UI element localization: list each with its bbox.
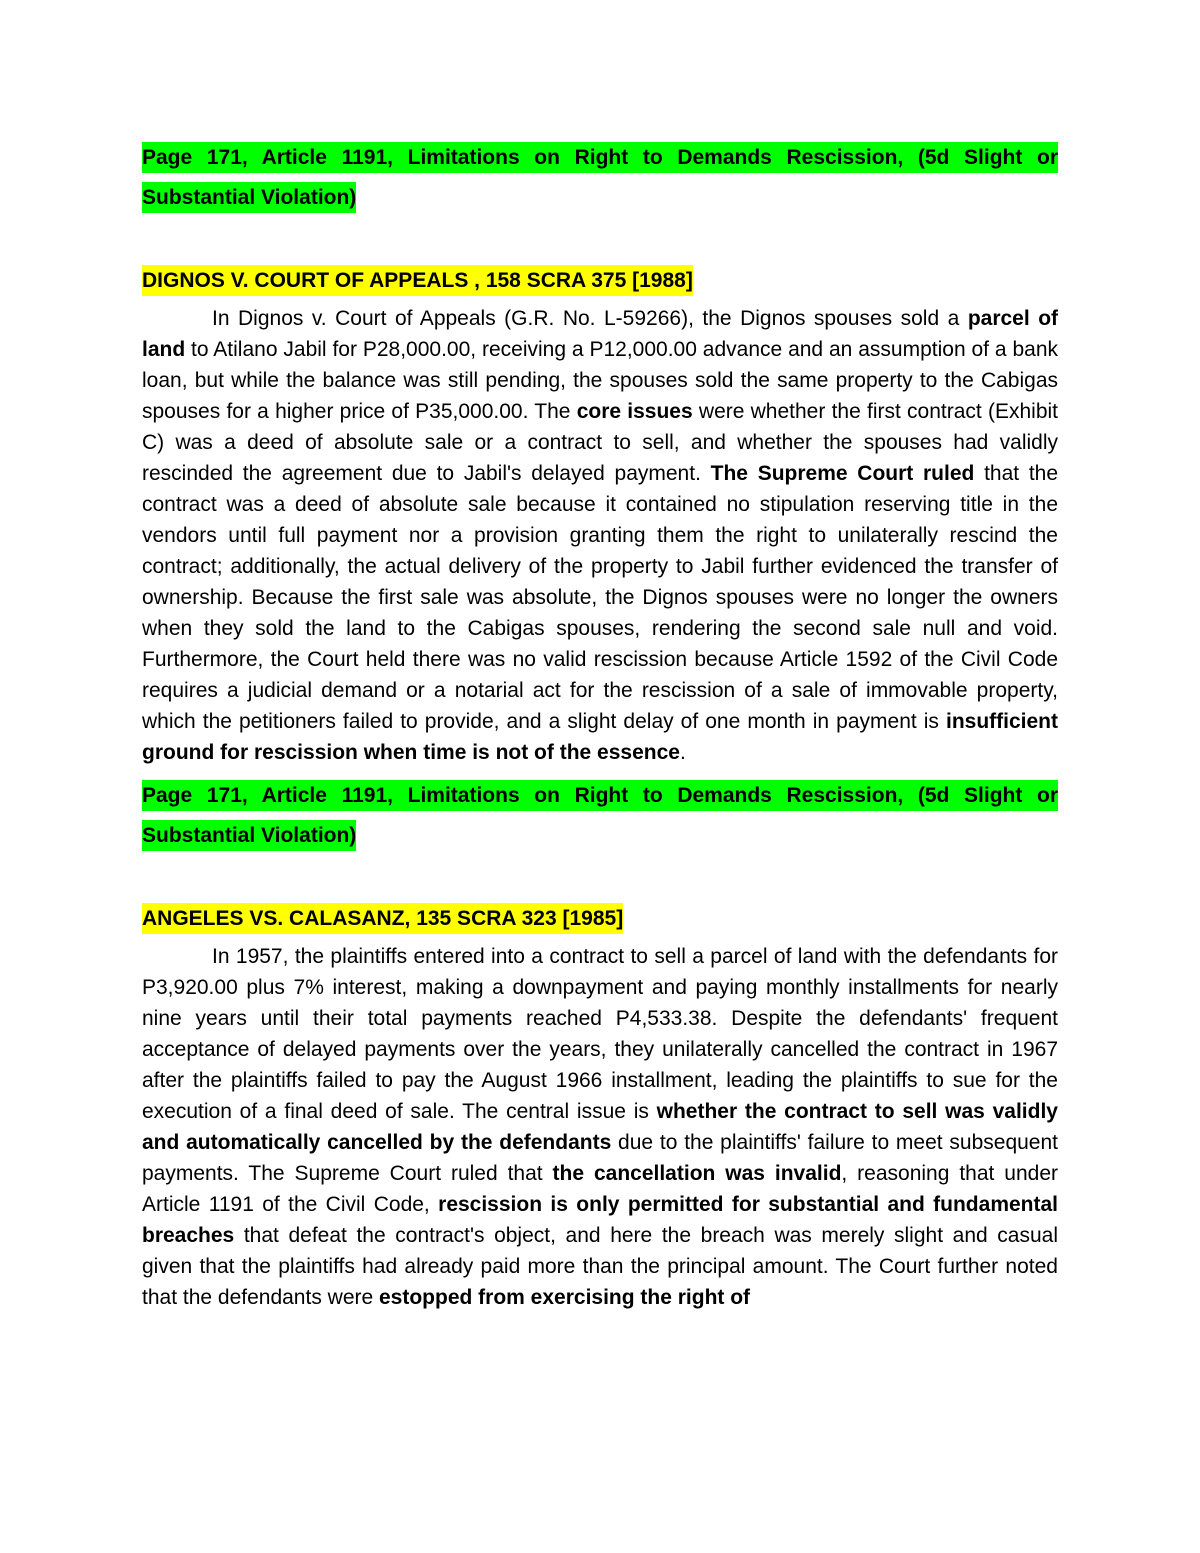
bold-run: rescission is only permitted for substantial and fundamental breaches bbox=[142, 1193, 1059, 1247]
case-heading-angeles-text: ANGELES VS. CALASANZ, 135 SCRA 323 [1985] bbox=[142, 903, 623, 934]
text-run: were whether the first contract (Exhibit C) was a deed of absolute sale or a contract to sell, and whether the spouses had validly rescinded the agreement due to Jabil's delayed payment. bbox=[142, 400, 1058, 485]
text-run: In 1957, the plaintiffs entered into a contract to sell a parcel of land with the defendants for P3,920.00 plus 7% interest, making a downpayment and paying monthly installments for nearly nine years until their total payments reached P4,533.38. Despite the defendants' frequent acceptance of delayed payments over the years, they unilaterally cancelled the contract in 1967 after the plaintiffs failed to pay the August 1966 installment, leading the plaintiffs to sue for the execution of a final deed of sale. The central issue is bbox=[142, 945, 1058, 1123]
text-run: due to the plaintiffs' failure to meet subsequent payments. The Supreme Court ruled that bbox=[142, 1131, 1059, 1185]
case-heading-dignos-text: DIGNOS V. COURT OF APPEALS , 158 SCRA 375 [1988] bbox=[142, 265, 693, 296]
text-run: to Atilano Jabil for P28,000.00, receiving a P12,000.00 advance and an assumption of a bank loan, but while the balance was still pending, the spouses sold the same property to the Cabigas spouses for a higher price of P35,000.00. The bbox=[142, 338, 1058, 423]
case-summary-angeles bbox=[142, 941, 1058, 1313]
text-run: . bbox=[679, 741, 686, 764]
article-heading-1 bbox=[142, 138, 1058, 218]
bold-run: The Supreme Court ruled bbox=[710, 462, 975, 485]
bold-run: estopped from exercising the right of bbox=[379, 1286, 751, 1309]
text-run: In Dignos v. Court of Appeals (G.R. No. L-59266), the Dignos spouses sold a bbox=[212, 307, 968, 330]
bold-run: parcel of land bbox=[142, 307, 1059, 361]
case-heading-angeles bbox=[142, 899, 1058, 939]
article-heading-2-text: Page 171, Article 1191, Limitations on Right to Demands Rescission, (5d Slight or Substantial Violation) bbox=[142, 780, 1058, 851]
text-run: , reasoning that under Article 1191 of the Civil Code, bbox=[142, 1162, 1059, 1216]
bold-run: whether the contract to sell was validly and automatically cancelled by the defendants bbox=[142, 1100, 1058, 1154]
bold-run: core issues bbox=[576, 400, 693, 423]
article-heading-2 bbox=[142, 776, 1058, 856]
document-page bbox=[142, 138, 1058, 1313]
case-heading-dignos bbox=[142, 261, 1058, 301]
bold-run: the cancellation was invalid bbox=[552, 1162, 842, 1185]
article-heading-1-text: Page 171, Article 1191, Limitations on Right to Demands Rescission, (5d Slight or Substantial Violation) bbox=[142, 142, 1058, 213]
text-run: that defeat the contract's object, and here the breach was merely slight and casual given that the plaintiffs had already paid more than the principal amount. The Court further noted that the defendants were bbox=[142, 1224, 1058, 1309]
bold-run: insufficient ground for rescission when time is not of the essence bbox=[142, 710, 1058, 764]
text-run: that the contract was a deed of absolute sale because it contained no stipulation reserving title in the vendors until full payment nor a provision granting them the right to unilaterally rescind the contract; additionally, the actual delivery of the property to Jabil further evidenced the transfer of ownership. Because the first sale was absolute, the Dignos spouses were no longer the owners when they sold the land to the Cabigas spouses, rendering the second sale null and void. Furthermore, the Court held there was no valid rescission because Article 1592 of the Civil Code requires a judicial demand or a notarial act for the rescission of a sale of immovable property, which the petitioners failed to provide, and a slight delay of one month in payment is bbox=[142, 462, 1059, 733]
case-summary-dignos bbox=[142, 303, 1058, 768]
